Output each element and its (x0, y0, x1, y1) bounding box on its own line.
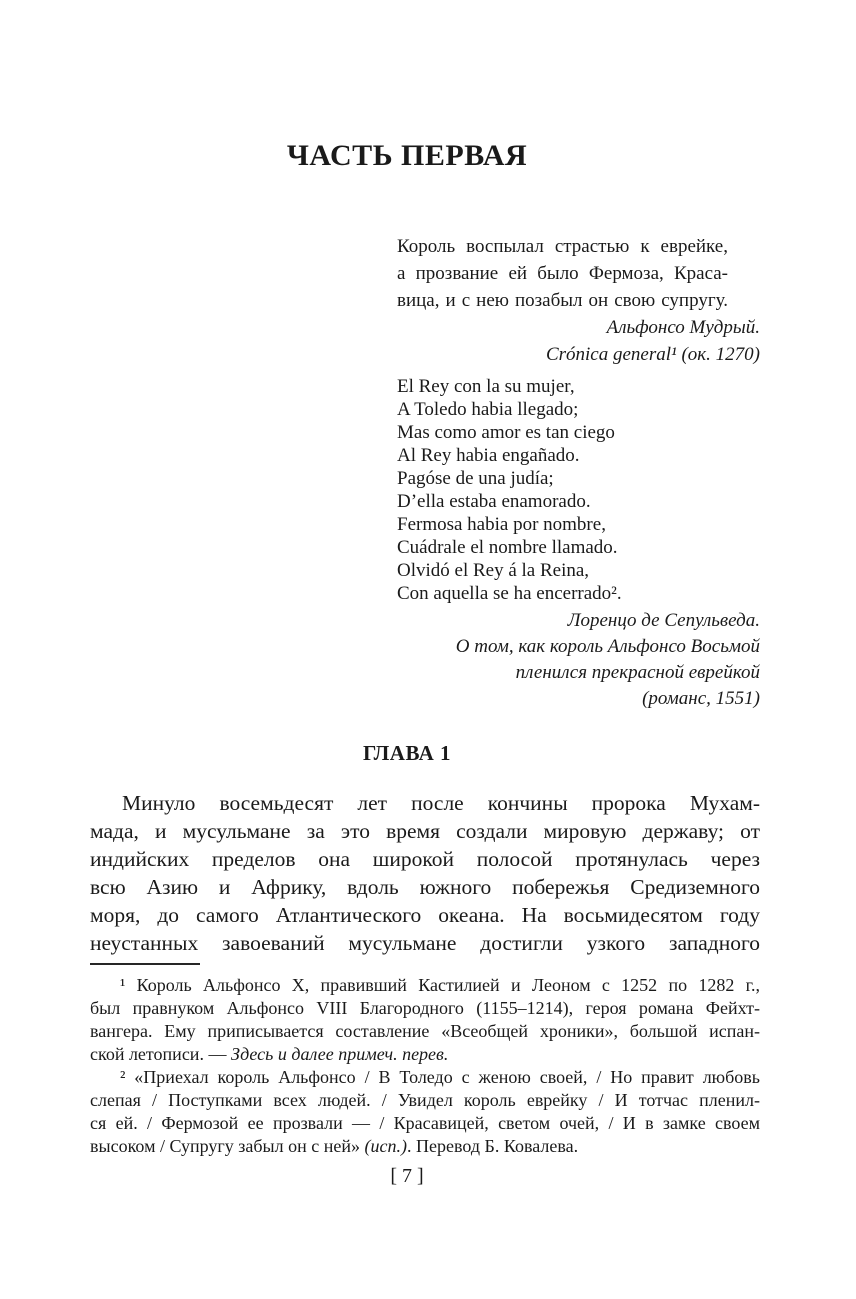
epigraph-quote (397, 233, 728, 314)
text-line: Al Rey habia engañado. (397, 445, 580, 466)
footnote-1 (90, 974, 760, 1066)
text-line: вангера. Ему приписывается составление «Всеобщей хроники», большой испан- (90, 1021, 760, 1041)
body-paragraph (90, 789, 760, 957)
text-line: Альфонсо Мудрый. (606, 317, 760, 338)
text-line: Король воспылал страстью к еврейке, (397, 236, 728, 257)
text-line: пленился прекрасной еврейкой (515, 662, 760, 683)
text-line: а прозвание ей было Фермоза, Краса- (397, 263, 728, 284)
text-line: слепая / Поступками всех людей. / Увидел король еврейку / И тотчас пленил- (90, 1090, 760, 1110)
text-line: Fermosa habia por nombre, (397, 514, 606, 535)
text-line: О том, как король Альфонсо Восьмой (455, 636, 760, 657)
text-line: вица, и с нею позабыл он свою супругу. (397, 290, 728, 311)
text-line: всю Азию и Африку, вдоль южного побережья Средиземного (90, 875, 760, 899)
italic-text-segment: (исп.) (364, 1136, 407, 1156)
text-line: Минуло восемьдесят лет после кончины пророка Мухам- (122, 791, 760, 815)
text-line: Crónica general¹ (ок. 1270) (545, 344, 760, 365)
chapter-title: ГЛАВА 1 (362, 741, 452, 765)
footnote-2 (90, 1066, 760, 1158)
footnote-separator (90, 963, 200, 965)
text-line: A Toledo habia llegado; (397, 399, 579, 420)
text-line: Mas como amor es tan ciego (397, 422, 615, 443)
text-line: Olvidó el Rey á la Reina, (397, 560, 590, 581)
poem-attribution (90, 608, 760, 712)
text-line: моря, до самого Атлантического океана. На восьмидесятом году (90, 903, 760, 927)
part-title: ЧАСТЬ ПЕРВАЯ (286, 139, 528, 172)
text-line: Лоренцо де Сепульведа. (567, 610, 760, 631)
page-number: [ 7 ] (390, 1165, 424, 1187)
italic-text-segment: Здесь и далее примеч. перев. (230, 1044, 449, 1064)
text-line: неустанных завоеваний мусульмане достигли узкого западного (90, 931, 760, 955)
text-line: Con aquella se ha encerrado². (397, 583, 622, 604)
text-line: Pagóse de una judía; (397, 468, 554, 489)
text-line (90, 1043, 760, 1066)
text-line: El Rey con la su mujer, (397, 376, 575, 397)
text-line: (романс, 1551) (642, 688, 760, 709)
text-line: D’ella estaba enamorado. (397, 491, 591, 512)
text-line: был правнуком Альфонсо VIII Благородного (1155–1214), героя романа Фейхт- (90, 998, 760, 1018)
epigraph-first (90, 233, 760, 368)
text-line: ² «Приехал король Альфонсо / В Толедо с женою своей, / Но правит любовь (120, 1067, 760, 1087)
text-segment: ской летописи. — (90, 1044, 231, 1064)
text-line: Cuádrale el nombre llamado. (397, 537, 618, 558)
text-line: ¹ Король Альфонсо X, правивший Кастилией и Леоном с 1252 по 1282 г., (120, 975, 760, 995)
text-line (90, 1135, 760, 1158)
epigraph-second (90, 375, 760, 712)
text-segment: . Перевод Б. Ковалева. (407, 1136, 579, 1156)
text-line: ся ей. / Фермозой ее прозвали — / Красавицей, светом очей, / И в замке своем (90, 1113, 760, 1133)
epigraph-attribution (90, 314, 760, 368)
text-line: мада, и мусульмане за это время создали мировую державу; от (90, 819, 760, 843)
poem (397, 375, 760, 605)
footnotes (90, 974, 760, 1158)
text-segment: высоком / Супругу забыл он с ней» (90, 1136, 365, 1156)
text-line: индийских пределов она широкой полосой протянулась через (90, 847, 760, 871)
